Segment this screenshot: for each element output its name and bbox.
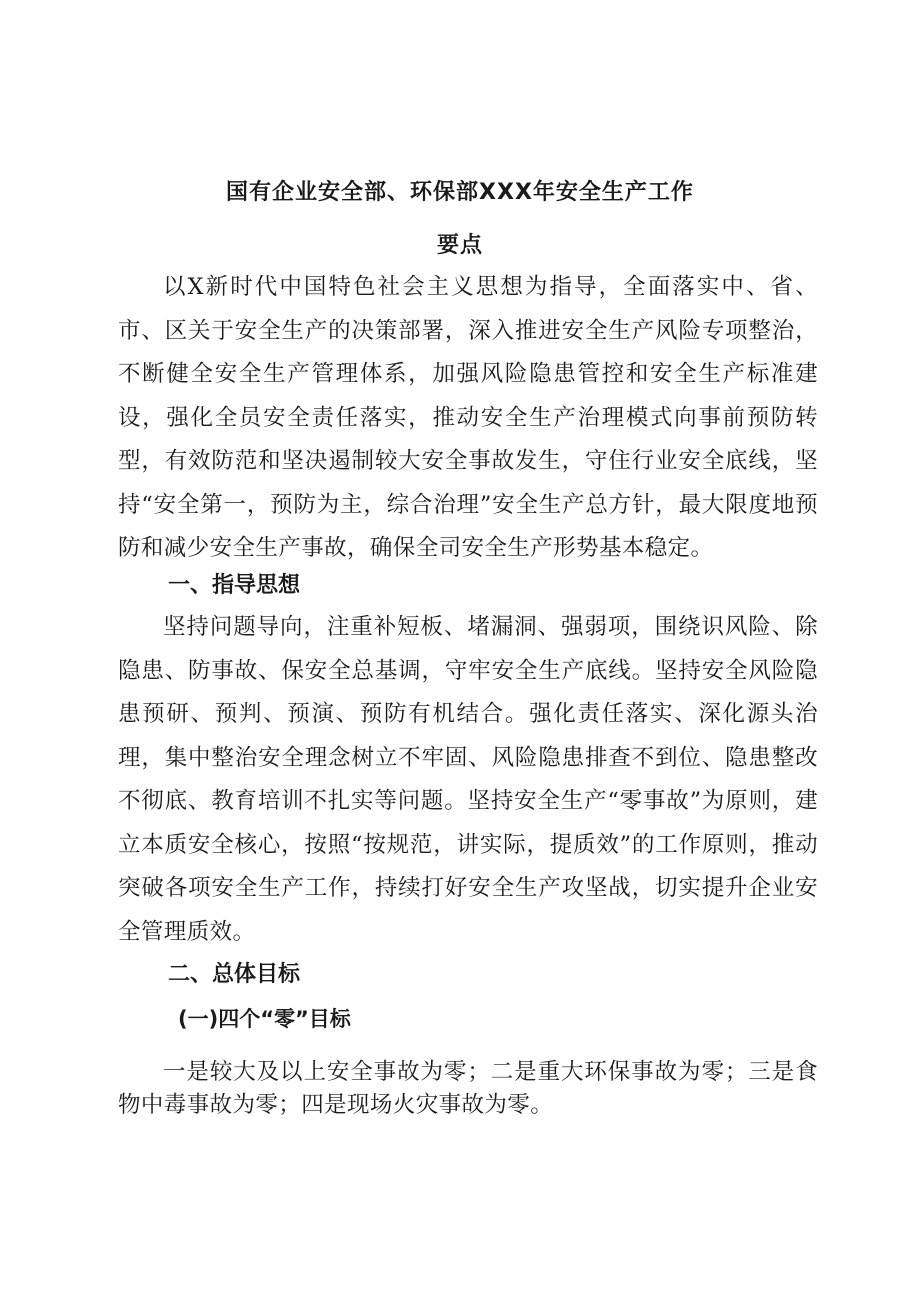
four-zero-goals-paragraph: 一是较大及以上安全事故为零；二是重大环保事故为零；三是食物中毒事故为零；四是现场火灾事故为零。 xyxy=(118,1059,818,1118)
intro-paragraph: 以X新时代中国特色社会主义思想为指导，全面落实中、省、市、区关于安全生产的决策部署，深入推进安全生产风险专项整治，不断健全安全生产管理体系，加强风险隐患管控和安全生产标准建设，强化全员安全责任落实，推动安全生产治理模式向事前预防转型，有效防范和坚决遏制较大安全事故发生，守住行业安全底线，坚持“安全第一，预防为主，综合治理”安全生产总方针，最大限度地预防和减少安全生产事故，确保全司安全生产形势基本稳定。 xyxy=(118,274,818,561)
section-heading-overall-goals: 二、总体目标 xyxy=(168,962,301,987)
guiding-ideology-paragraph: 坚持问题导向，注重补短板、堵漏洞、强弱项，围绕识风险、除隐患、防事故、保安全总基调，守牢安全生产底线。坚持安全风险隐患预研、预判、预演、预防有机结合。强化责任落实、深化源头治理，集中整治安全理念树立不牢固、风险隐患排查不到位、隐患整改不彻底、教育培训不扎实等问题。坚持安全生产“零事故”为原则，建立本质安全核心，按照“按规范，讲实际，提质效”的工作原则，推动突破各项安全生产工作，持续打好安全生产攻坚战，切实提升企业安全管理质效。 xyxy=(118,614,818,945)
document-title-continued: 要点 xyxy=(436,233,483,258)
section-heading-guiding-ideology: 一、指导思想 xyxy=(168,573,301,598)
subsection-heading-four-zero-goals: (一)四个“零”目标 xyxy=(178,1007,351,1031)
document-title: 国有企业安全部、环保部XXX年安全生产工作 xyxy=(226,180,694,205)
